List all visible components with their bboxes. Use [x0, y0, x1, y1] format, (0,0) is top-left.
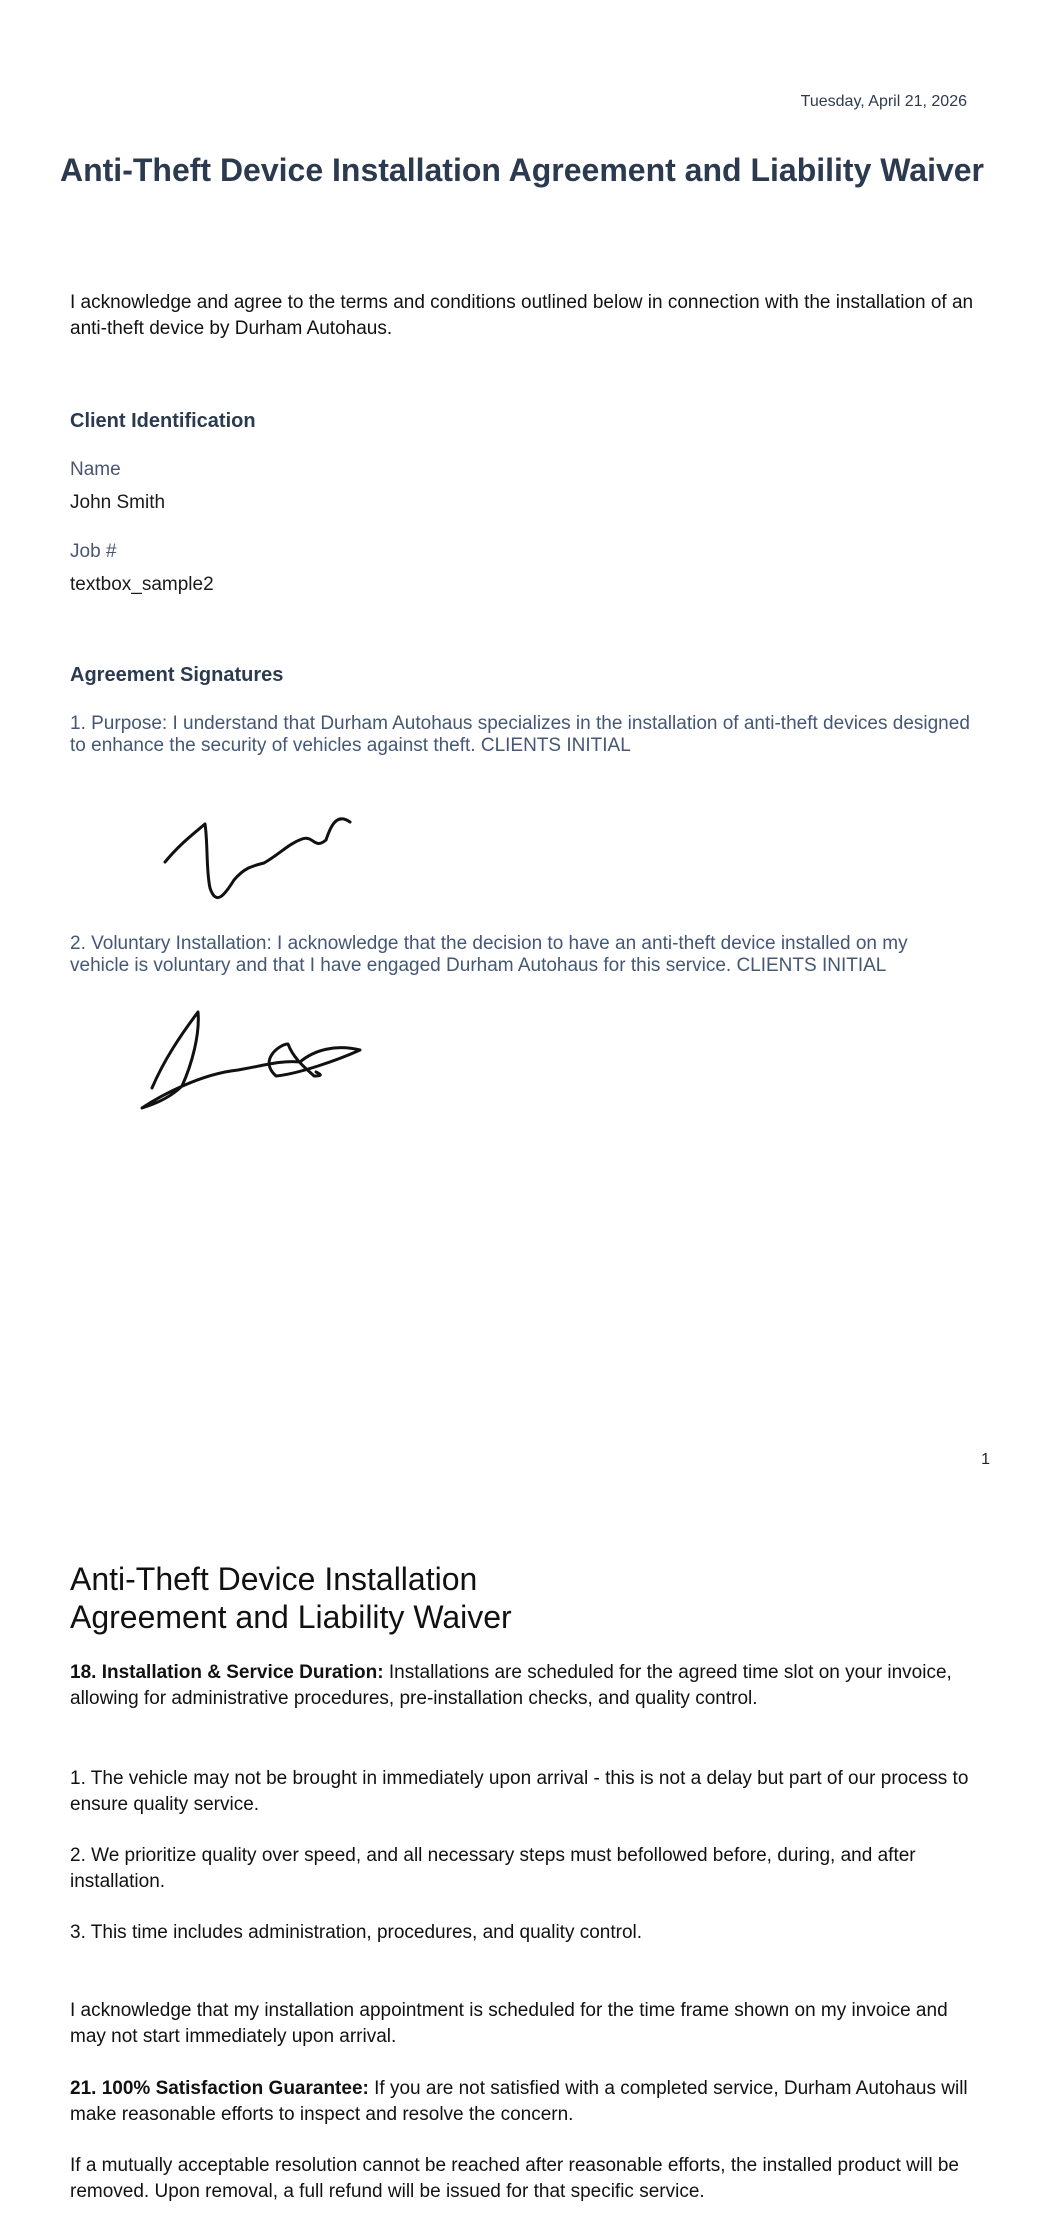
acknowledge-paragraph: I acknowledge that my installation appointment is scheduled for the time frame shown on my invoice and may not start immediately upon arrival. [70, 2000, 948, 2047]
name-value: John Smith [70, 492, 166, 513]
page-2 [0, 1530, 1044, 2216]
list-item-3: 3. This time includes administration, procedures, and quality control. [70, 1922, 643, 1943]
list-item-2: 2. We prioritize quality over speed, and all necessary steps must befollowed before, during, and after installation. [70, 1845, 916, 1892]
page-2-title-line-1: Anti-Theft Device Installation [70, 1561, 478, 1597]
clause-18-text: Installations are scheduled for the agreed time slot on your invoice, allowing for administrative procedures, pre-installation checks, and quality control. [70, 1662, 952, 1709]
clause-21-text: If you are not satisfied with a completed service, Durham Autohaus will make reasonable efforts to inspect and resolve the concern. [70, 2078, 968, 2125]
clause-voluntary-installation: 2. Voluntary Installation: I acknowledge that the decision to have an anti-theft device installed on my vehicle is voluntary and that I have engaged Durham Autohaus for this service. CLIENTS INITIAL [70, 933, 908, 976]
clause-18-heading: 18. Installation & Service Duration: [70, 1662, 384, 1683]
clause-21-heading: 21. 100% Satisfaction Guarantee: [70, 2078, 369, 2099]
document-title: Anti-Theft Device Installation Agreement and Liability Waiver [59, 152, 984, 188]
client-identification-heading: Client Identification [70, 410, 256, 432]
client-initial-signature-2 [130, 1000, 370, 1120]
page-number: 1 [981, 1451, 990, 1468]
document-date: Tuesday, April 21, 2026 [800, 93, 967, 110]
page-2-title [70, 1560, 670, 1636]
clause-21 [70, 2076, 980, 2128]
intro-paragraph: I acknowledge and agree to the terms and conditions outlined below in connection with the installation of an anti-theft device by Durham Autohaus. [70, 292, 974, 339]
job-number-label: Job # [70, 541, 117, 562]
clause-18 [70, 1660, 980, 1712]
page-2-title-line-2: Agreement and Liability Waiver [70, 1599, 512, 1635]
clause-purpose: 1. Purpose: I understand that Durham Autohaus specializes in the installation of anti-theft devices designed to enhance the security of vehicles against theft. CLIENTS INITIAL [70, 713, 970, 756]
agreement-signatures-heading: Agreement Signatures [70, 664, 284, 686]
name-label: Name [70, 459, 121, 480]
resolution-paragraph: If a mutually acceptable resolution cannot be reached after reasonable efforts, the installed product will be removed. Upon removal, a full refund will be issued for that specific service. [70, 2155, 959, 2202]
job-number-value: textbox_sample2 [70, 574, 214, 595]
client-initial-signature-1 [130, 800, 370, 910]
list-item-1: 1. The vehicle may not be brought in immediately upon arrival - this is not a delay but part of our process to ensure quality service. [70, 1768, 969, 1815]
